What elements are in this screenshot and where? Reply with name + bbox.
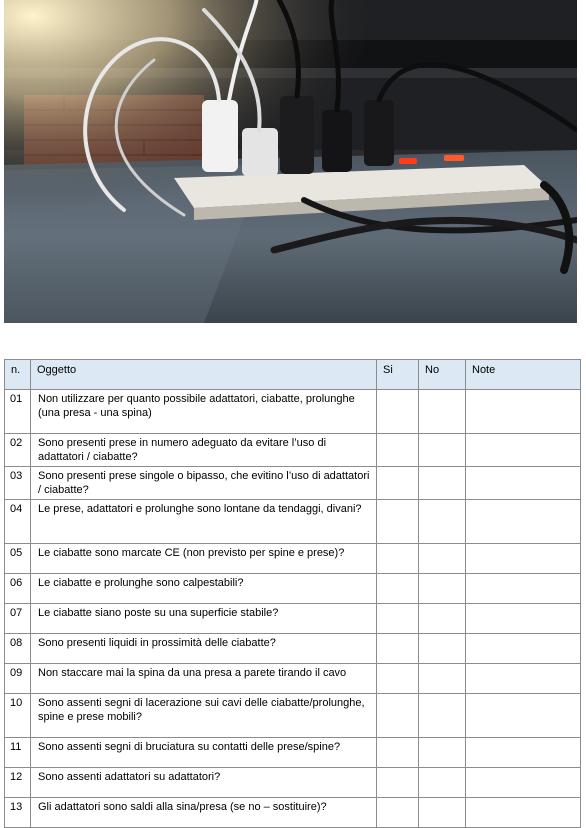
column-header-number: n. [5,360,31,390]
notes-cell[interactable] [466,544,581,574]
notes-cell[interactable] [466,634,581,664]
row-number: 07 [5,604,31,634]
column-header-object: Oggetto [31,360,377,390]
yes-cell[interactable] [377,500,419,544]
row-object: Sono assenti segni di lacerazione sui cavi delle ciabatte/prolunghe, spine e prese mobili? [31,694,377,738]
power-strip-illustration [4,0,577,323]
yes-cell[interactable] [377,798,419,828]
row-object: Le ciabatte siano poste su una superficie stabile? [31,604,377,634]
row-object: Le ciabatte sono marcate CE (non previsto per spine e prese)? [31,544,377,574]
yes-cell[interactable] [377,738,419,768]
row-object: Sono assenti segni di bruciatura su contatti delle prese/spine? [31,738,377,768]
notes-cell[interactable] [466,604,581,634]
row-number: 12 [5,768,31,798]
column-header-yes: Si [377,360,419,390]
notes-cell[interactable] [466,664,581,694]
checklist-table [4,359,581,828]
row-object: Le prese, adattatori e prolunghe sono lontane da tendaggi, divani? [31,500,377,544]
row-object: Le ciabatte e prolunghe sono calpestabili? [31,574,377,604]
table-header-row [5,360,581,390]
row-object: Non utilizzare per quanto possibile adattatori, ciabatte, prolunghe (una presa - una spina) [31,390,377,434]
no-cell[interactable] [419,544,466,574]
notes-cell[interactable] [466,694,581,738]
table-row [5,434,581,467]
notes-cell[interactable] [466,434,581,467]
notes-cell[interactable] [466,768,581,798]
row-number: 04 [5,500,31,544]
yes-cell[interactable] [377,768,419,798]
table-row [5,390,581,434]
row-object: Sono presenti liquidi in prossimità delle ciabatte? [31,634,377,664]
no-cell[interactable] [419,390,466,434]
yes-cell[interactable] [377,390,419,434]
yes-cell[interactable] [377,664,419,694]
no-cell[interactable] [419,694,466,738]
row-number: 05 [5,544,31,574]
row-number: 06 [5,574,31,604]
notes-cell[interactable] [466,798,581,828]
row-number: 11 [5,738,31,768]
column-header-no: No [419,360,466,390]
yes-cell[interactable] [377,434,419,467]
no-cell[interactable] [419,604,466,634]
table-row [5,500,581,544]
no-cell[interactable] [419,467,466,500]
yes-cell[interactable] [377,694,419,738]
table-row [5,604,581,634]
yes-cell[interactable] [377,467,419,500]
row-number: 13 [5,798,31,828]
row-object: Gli adattatori sono saldi alla sina/presa (se no – sostituire)? [31,798,377,828]
table-body [5,390,581,828]
row-object: Non staccare mai la spina da una presa a parete tirando il cavo [31,664,377,694]
no-cell[interactable] [419,768,466,798]
row-object: Sono presenti prese singole o bipasso, che evitino l’uso di adattatori / ciabatte? [31,467,377,500]
notes-cell[interactable] [466,574,581,604]
column-header-notes: Note [466,360,581,390]
yes-cell[interactable] [377,604,419,634]
row-number: 10 [5,694,31,738]
power-strip-photo [4,0,577,323]
yes-cell[interactable] [377,574,419,604]
table-row [5,467,581,500]
row-number: 01 [5,390,31,434]
table-row [5,544,581,574]
no-cell[interactable] [419,574,466,604]
table-row [5,768,581,798]
table-row [5,738,581,768]
row-number: 09 [5,664,31,694]
notes-cell[interactable] [466,500,581,544]
yes-cell[interactable] [377,544,419,574]
no-cell[interactable] [419,664,466,694]
row-number: 08 [5,634,31,664]
notes-cell[interactable] [466,467,581,500]
no-cell[interactable] [419,434,466,467]
table-row [5,574,581,604]
no-cell[interactable] [419,798,466,828]
row-object: Sono assenti adattatori su adattatori? [31,768,377,798]
no-cell[interactable] [419,500,466,544]
table-header [5,360,581,390]
no-cell[interactable] [419,634,466,664]
table-row [5,694,581,738]
notes-cell[interactable] [466,390,581,434]
row-number: 02 [5,434,31,467]
table-row [5,664,581,694]
notes-cell[interactable] [466,738,581,768]
table-row [5,634,581,664]
no-cell[interactable] [419,738,466,768]
table-row [5,798,581,828]
row-object: Sono presenti prese in numero adeguato da evitare l’uso di adattatori / ciabatte? [31,434,377,467]
yes-cell[interactable] [377,634,419,664]
row-number: 03 [5,467,31,500]
